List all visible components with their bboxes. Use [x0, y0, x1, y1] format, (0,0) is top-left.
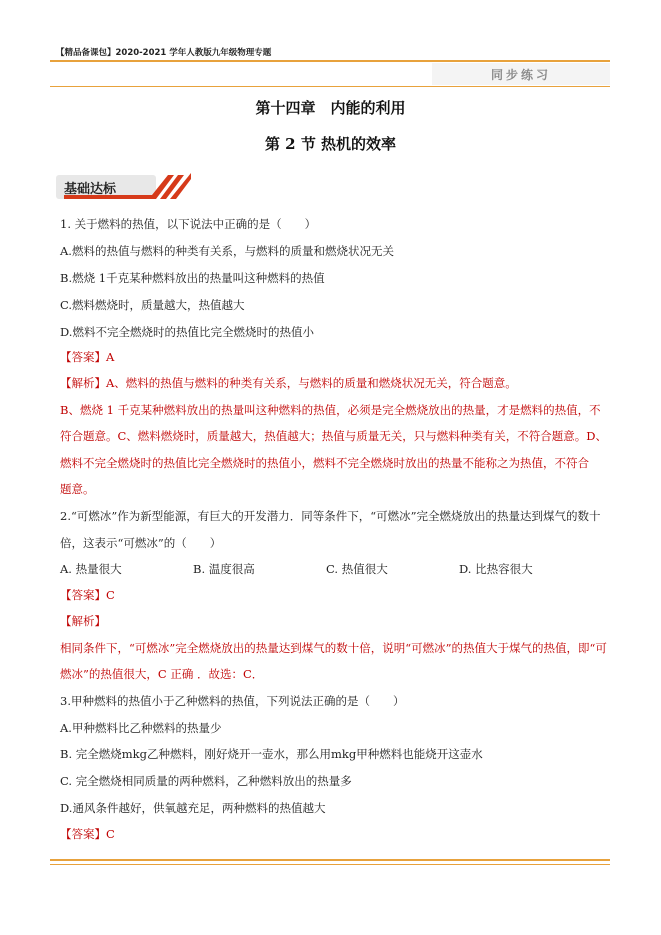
q3-option-d: D.通风条件越好，供氧越充足，两种燃料的热值越大	[60, 801, 326, 815]
chapter-title: 第十四章 内能的利用	[255, 99, 406, 117]
q2-stem-line-2: 倍，这表示“可燃冰”的（ ）	[60, 536, 222, 550]
footer-rule	[50, 859, 610, 861]
q1-analysis-line-2: B、燃烧 1 千克某种燃料放出的热量叫这种燃料的热值，必须是完全燃烧放出的热量，才是燃料的热值，不	[60, 403, 601, 417]
q2-analysis-line-2: 燃冰”的热值很大，C 正确 ．故选：C．	[60, 667, 264, 681]
q1-analysis-line-4: 燃料不完全燃烧时的热值比完全燃烧时的热值小，燃料不完全燃烧时放出的热量不能称之为热值，不符合	[60, 456, 589, 470]
q1-analysis-line-1: 【解析】A、燃料的热值与燃料的种类有关系，与燃料的质量和燃烧状况无关，符合题意。	[60, 376, 517, 390]
footer-rule-thin	[50, 864, 610, 865]
q2-option-c: C. 热值很大	[326, 562, 388, 576]
q1-answer: 【答案】A	[60, 350, 115, 364]
q1-option-d: D.燃料不完全燃烧时的热值比完全燃烧时的热值小	[60, 325, 314, 339]
header-rule	[50, 60, 610, 62]
q1-option-b: B.燃烧 1千克某种燃料放出的热量叫这种燃料的热值	[60, 271, 325, 285]
q1-option-c: C.燃料燃烧时，质量越大，热值越大	[60, 298, 245, 312]
q2-analysis-label: 【解析】	[60, 614, 106, 628]
q2-options	[60, 561, 620, 577]
sync-practice-label: 同步练习	[432, 63, 610, 85]
section-title: 第 2 节 热机的效率	[264, 135, 397, 153]
q2-option-b: B. 温度很高	[193, 562, 255, 576]
q3-answer: 【答案】C	[60, 827, 115, 841]
q2-analysis-line-1: 相同条件下，“可燃冰”完全燃烧放出的热量达到煤气的数十倍，说明“可燃冰”的热值大于煤气的热值，即“可	[60, 641, 607, 655]
q1-stem: 1. 关于燃料的热值，以下说法中正确的是（ ）	[60, 217, 317, 231]
q1-analysis-line-3: 符合题意。C、燃料燃烧时，质量越大，热值越大；热值与质量无关，只与燃料种类有关，不符合题意。D、	[60, 429, 608, 443]
q3-option-c: C. 完全燃烧相同质量的两种燃料，乙种燃料放出的热量多	[60, 774, 352, 788]
q2-option-a: A. 热量很大	[60, 562, 122, 576]
q3-option-a: A.甲种燃料比乙种燃料的热量少	[60, 721, 222, 735]
q1-option-a: A.燃料的热值与燃料的种类有关系，与燃料的质量和燃烧状况无关	[60, 244, 394, 258]
q2-option-d: D. 比热容很大	[459, 562, 533, 576]
q3-option-b: B. 完全燃烧mkg乙种燃料，刚好烧开一壶水，那么用mkg甲种燃料也能烧开这壶水	[60, 747, 483, 761]
badge-label: 基础达标	[64, 182, 117, 197]
q3-stem: 3.甲种燃料的热值小于乙种燃料的热值，下列说法正确的是（ ）	[60, 694, 405, 708]
header-text: 【精品备课包】2020-2021 学年人教版九年级物理专题	[56, 48, 272, 58]
q1-analysis-line-5: 题意。	[60, 482, 95, 496]
header-rule-bottom	[50, 86, 610, 87]
q2-stem-line-1: 2.“可燃冰”作为新型能源，有巨大的开发潜力．同等条件下，“可燃冰”完全燃烧放出的热量达到煤气的数十	[60, 509, 601, 523]
q2-answer: 【答案】C	[60, 588, 115, 602]
